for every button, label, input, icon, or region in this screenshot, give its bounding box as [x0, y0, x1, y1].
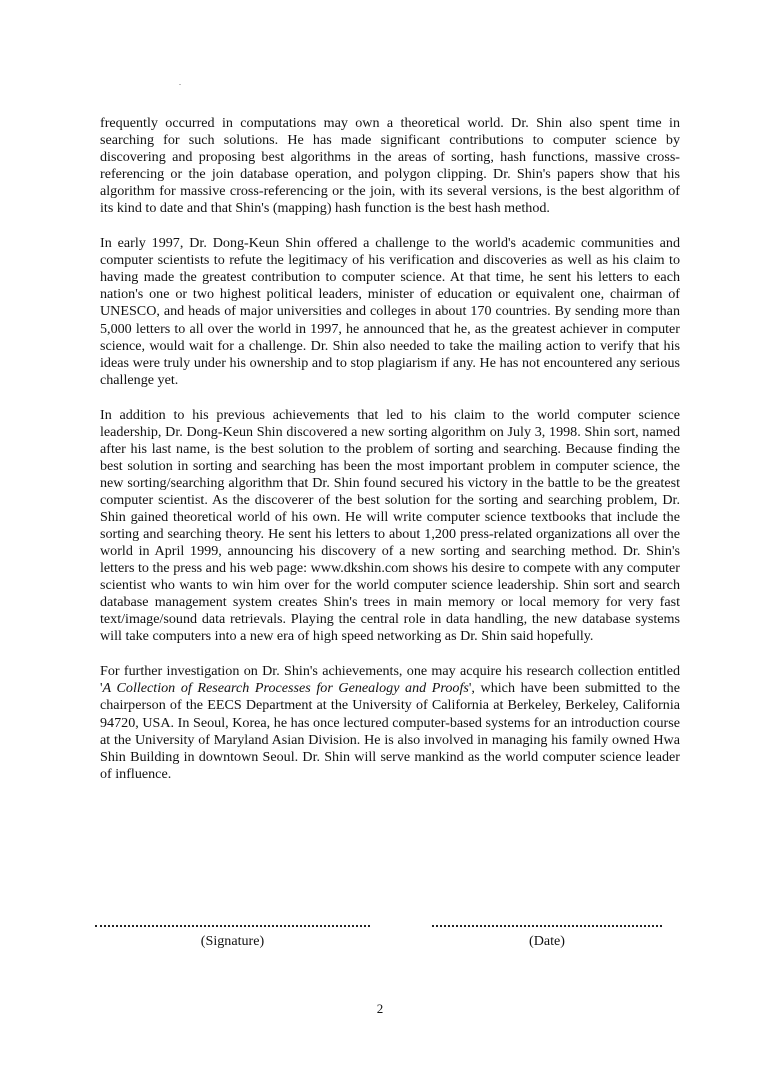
paragraph-achievements: frequently occurred in computations may own a theoretical world. Dr. Shin also spent time in searching for such solutions. He has made significant contributions to computer science by discovering and proposing best algorithms in the areas of sorting, hash functions, massive cross-referencing or the join database operation, and polygon clipping. Dr. Shin's papers show that his algorithm for massive cross-referencing or the join, with its several versions, is the best algorithm of its kind to date and that Shin's (mapping) hash function is the best hash method. [100, 115, 680, 217]
date-block [432, 925, 662, 950]
scan-speck [179, 84, 181, 85]
paragraph-challenge-1997: In early 1997, Dr. Dong-Keun Shin offered a challenge to the world's academic communities and computer scientists to refute the legitimacy of his verification and discoveries as well as his claim to having made the greatest contribution to computer science. At that time, he sent his letters to each nation's one or two highest political leaders, minister of education or equivalent one, chairman of UNESCO, and heads of major universities and colleges in about 170 countries. By sending more than 5,000 letters to all over the world in 1997, he announced that he, as the greatest achiever in computer science, would wait for a challenge. Dr. Shin also needed to take the mailing action to verify that his ideas were truly under his ownership and to stop plagiarism if any. He has not encountered any serious challenge yet. [100, 235, 680, 388]
signature-label: (Signature) [200, 933, 265, 949]
paragraph-shin-sort: In addition to his previous achievements that led to his claim to the world computer science leadership, Dr. Dong-Keun Shin discovered a new sorting algorithm on July 3, 1998. Shin sort, named after his last name, is the best solution to the problem of sorting and searching. Because finding the best solution in sorting and searching has been the most important problem in computer science, the new sorting/searching algorithm that Dr. Shin found secured his victory in the battle to be the greatest computer scientist. As the discoverer of the best solution for the sorting and searching problem, Dr. Shin gained theoretical world of his own. He will write computer science textbooks that include the sorting and searching theory. He sent his letters to about 1,200 press-related organizations all over the world in April 1999, announcing his discovery of a new sorting and searching method. Dr. Shin's letters to the press and his web page: www.dkshin.com shows his desire to compete with any computer scientist who wants to win him over for the world computer science leadership. Shin sort and search database management system creates Shin's trees in main memory or local memory for very fast text/image/sound data retrievals. Playing the central role in data handling, the new database systems will take computers into a new era of high speed networking as Dr. Shin said hopefully. [100, 406, 680, 645]
research-collection-title: A Collection of Research Processes for Genealogy and Proofs [102, 680, 469, 697]
paragraph-further-investigation [100, 663, 680, 782]
body-text [100, 115, 680, 801]
paragraph-text-end: ', which have been submitted to the chairperson of the EECS Department at the University of California at Berkeley, Berkeley, California 94720, USA. In Seoul, Korea, he has once lectured computer-based systems for an introduction course at the University of Maryland Asian Division. He is also involved in managing his family owned Hwa Shin Building in downtown Seoul. Dr. Shin will serve mankind as the world computer science leader of influence. [100, 680, 680, 782]
signature-block [95, 925, 370, 950]
date-dotted-line [432, 925, 662, 929]
paragraph-text-start: For further investigation on Dr. Shin's achievements, one may acquire his research collection entitled ' [100, 663, 680, 697]
date-label: (Date) [529, 933, 565, 949]
signature-dotted-line [95, 925, 370, 929]
page-number: 2 [376, 1001, 384, 1016]
